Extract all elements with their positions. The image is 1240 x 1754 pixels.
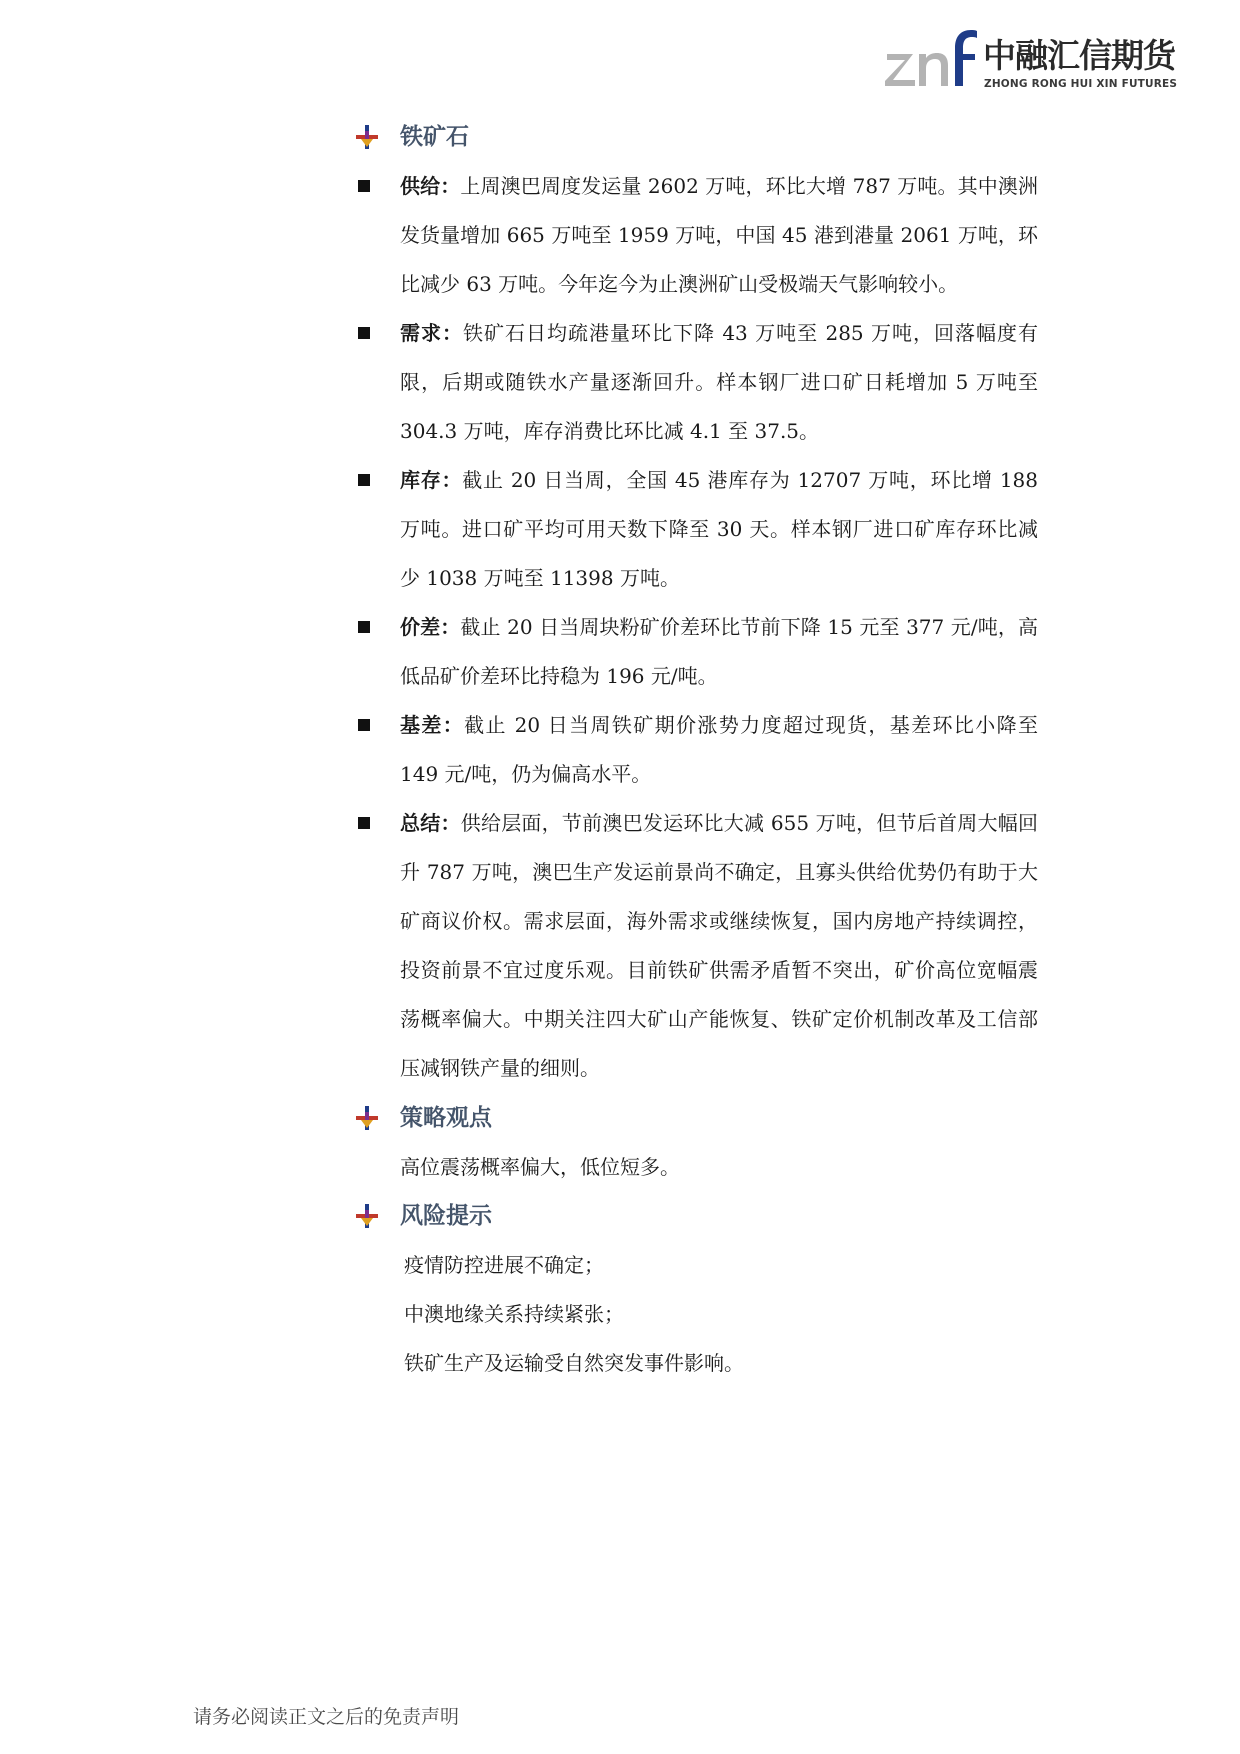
list-item-supply: [356, 162, 1038, 309]
square-bullet-icon: [358, 327, 370, 339]
list-item-price-spread: [356, 603, 1038, 701]
list-item-summary: [356, 799, 1038, 1093]
item-lead: 基差：: [400, 713, 465, 737]
item-text: 截止 20 日当周块粉矿价差环比节前下降 15 元至 377 元/吨，高低品矿价差环比持稳为 196 元/吨。: [400, 615, 1038, 688]
square-bullet-icon: [358, 180, 370, 192]
section-title-iron-ore: [356, 112, 1038, 162]
report-body: [356, 112, 1038, 1388]
item-lead: 需求：: [400, 321, 463, 345]
item-lead: 价差：: [400, 615, 461, 639]
square-bullet-icon: [358, 474, 370, 486]
item-text: 供给层面，节前澳巴发运环比大减 655 万吨，但节后首周大幅回升 787 万吨，澳巴生产发运前景尚不确定，且寡头供给优势仍有助于大矿商议价权。需求层面，海外需求或继续恢复，国内房地产持续调控，投资前景不宜过度乐观。目前铁矿供需矛盾暂不突出，矿价高位宽幅震荡概率偏大。中期关注四大矿山产能恢复、铁矿定价机制改革及工信部压减钢铁产量的细则。: [400, 811, 1039, 1080]
company-logo: [885, 28, 1178, 98]
section-title-risk: [356, 1191, 1038, 1241]
list-item: 铁矿生产及运输受自然突发事件影响。: [404, 1351, 744, 1375]
list-item-demand: [356, 309, 1038, 456]
company-name-en: ZHONG RONG HUI XIN FUTURES: [984, 78, 1178, 90]
section-marker-icon: [356, 1204, 378, 1228]
section-marker-icon: [356, 125, 378, 149]
item-lead: 总结：: [400, 811, 461, 835]
item-lead: 供给：: [400, 174, 461, 198]
section-title-strategy: [356, 1093, 1038, 1143]
section-marker-icon: [356, 1106, 378, 1130]
item-text: 截止 20 日当周，全国 45 港库存为 12707 万吨，环比增 188 万吨。进口矿平均可用天数下降至 30 天。样本钢厂进口矿库存环比减少 1038 万吨至 11398 万吨。: [400, 468, 1039, 590]
list-item: 疫情防控进展不确定；: [404, 1253, 604, 1277]
square-bullet-icon: [358, 719, 370, 731]
list-item-inventory: [356, 456, 1038, 603]
section-title-text: 策略观点: [400, 1105, 492, 1131]
section-title-text: 风险提示: [400, 1203, 492, 1229]
strategy-text: 高位震荡概率偏大，低位短多。: [400, 1155, 680, 1179]
risk-list: [356, 1241, 1038, 1388]
item-lead: 库存：: [400, 468, 463, 492]
company-name-cn: 中融汇信期货: [983, 36, 1175, 75]
list-item: 中澳地缘关系持续紧张；: [404, 1302, 624, 1326]
list-item-basis: [356, 701, 1038, 799]
footer-disclaimer: 请务必阅读正文之后的免责声明: [193, 1706, 460, 1728]
company-logo-mark: [885, 28, 977, 92]
iron-ore-bullet-list: [356, 162, 1038, 1093]
square-bullet-icon: [358, 621, 370, 633]
item-text: 上周澳巴周度发运量 2602 万吨，环比大增 787 万吨。其中澳洲发货量增加 665 万吨至 1959 万吨，中国 45 港到港量 2061 万吨，环比减少 63 万吨。今年迄今为止澳洲矿山受极端天气影响较小。: [400, 174, 1039, 296]
square-bullet-icon: [358, 817, 370, 829]
item-text: 铁矿石日均疏港量环比下降 43 万吨至 285 万吨，回落幅度有限，后期或随铁水产量逐渐回升。样本钢厂进口矿日耗增加 5 万吨至 304.3 万吨，库存消费比环比减 4.1 至 37.5。: [400, 321, 1038, 443]
item-text: 截止 20 日当周铁矿期价涨势力度超过现货，基差环比小降至 149 元/吨，仍为偏高水平。: [400, 713, 1038, 786]
section-title-text: 铁矿石: [400, 124, 469, 150]
